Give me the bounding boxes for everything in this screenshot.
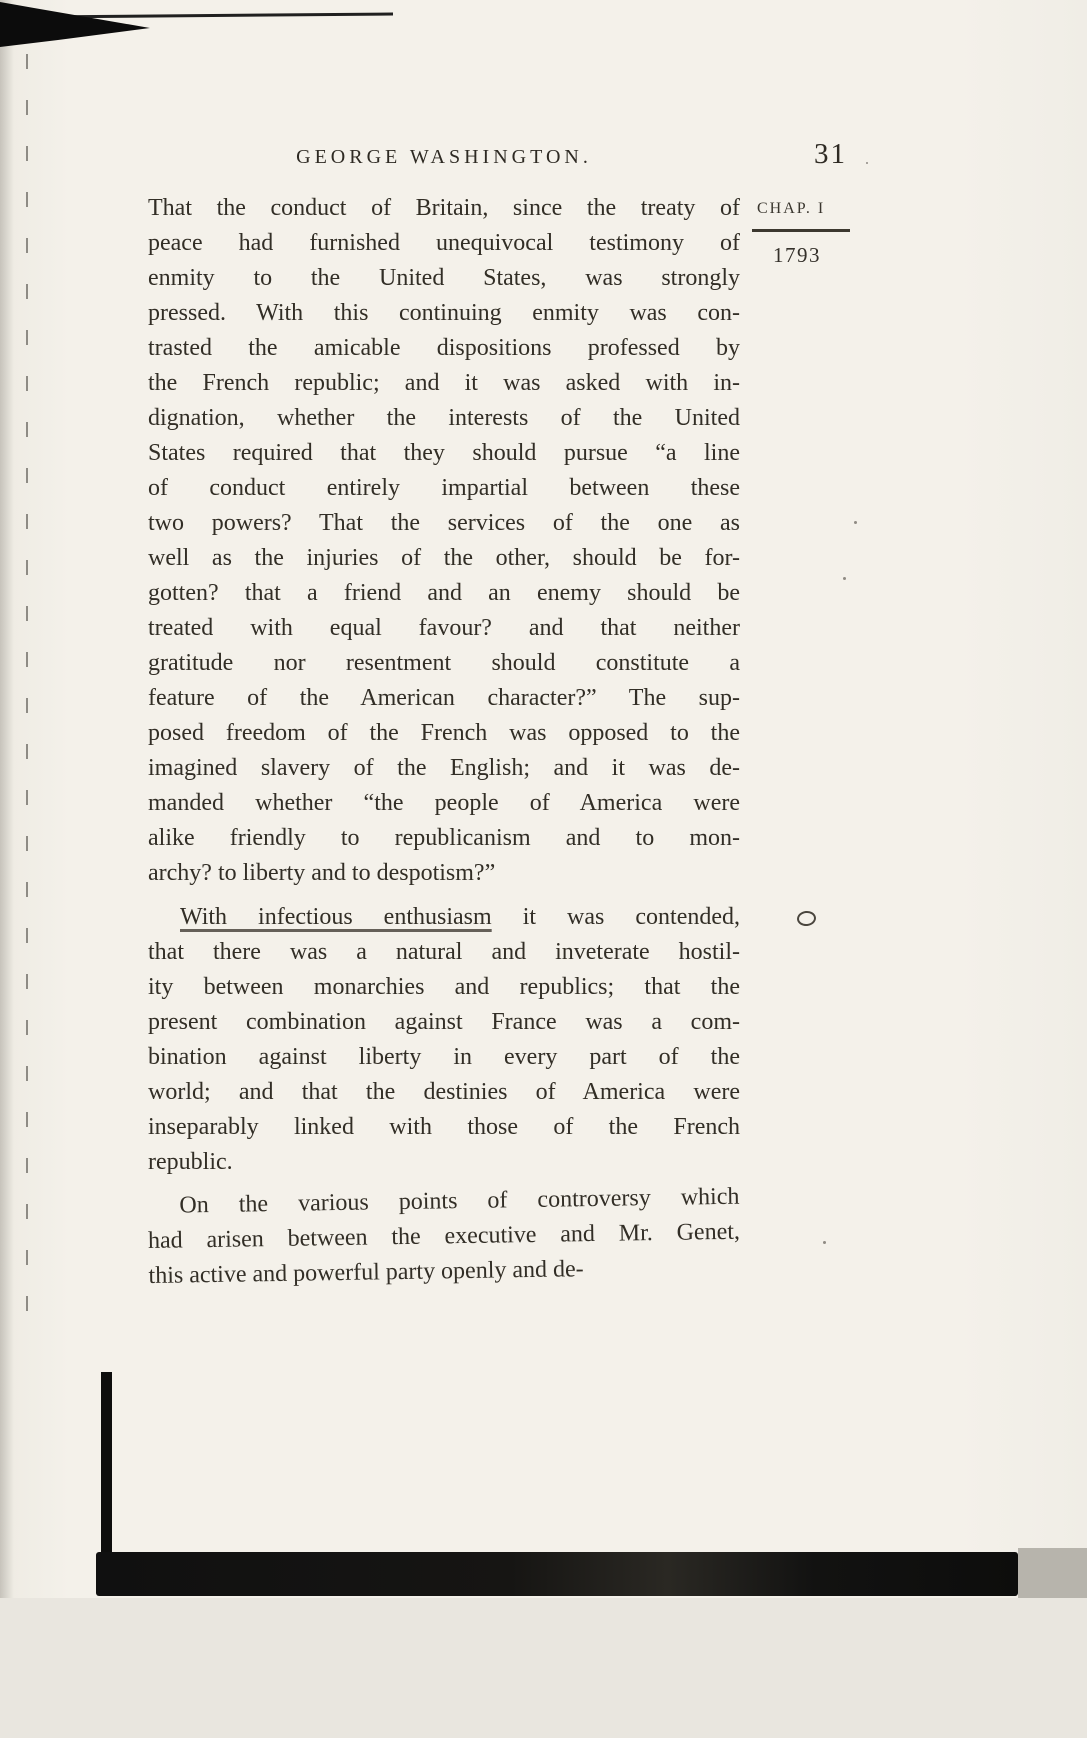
text-line: had arisen between the executive and Mr. Genet, (147, 1218, 741, 1254)
text-line: ity between monarchies and republics; that the (148, 974, 740, 1000)
text-line: inseparably linked with those of the French (148, 1114, 740, 1140)
text-column (148, 191, 740, 1294)
scan-speck (843, 577, 846, 580)
margin-circle-mark (796, 910, 816, 927)
text-line: that there was a natural and inveterate hostil- (148, 939, 740, 965)
text-line: alike friendly to republicanism and to mon- (148, 825, 740, 851)
text-line: pressed. With this continuing enmity was con- (148, 300, 740, 326)
scan-artifact-below-band (0, 1598, 1087, 1738)
text-line: gotten? that a friend and an enemy should be (148, 580, 740, 606)
chapter-rule (752, 229, 850, 232)
text-line: of conduct entirely impartial between these (148, 475, 740, 501)
text-line: bination against liberty in every part of the (148, 1044, 740, 1070)
underlined-phrase: With infectious enthusiasm (180, 904, 492, 930)
text-line: feature of the American character?” The sup- (148, 685, 740, 711)
paragraph-1 (148, 191, 740, 891)
text-line: On the various points of controversy which (179, 1183, 740, 1219)
scan-speck (854, 521, 857, 524)
text-line: gratitude nor resentment should constitute a (148, 650, 740, 676)
scan-artifact-top (0, 0, 420, 60)
scan-artifact-bottom-corner (1018, 1548, 1087, 1600)
text-line: With infectious enthusiasm it was contended, (180, 904, 741, 930)
text-line: archy? to liberty and to despotism?” (148, 860, 496, 886)
text-line: posed freedom of the French was opposed to the (148, 720, 740, 746)
text-line: peace had furnished unequivocal testimony of (148, 230, 740, 256)
text-line: world; and that the destinies of America were (148, 1079, 740, 1105)
text-line: manded whether “the people of America were (148, 790, 740, 816)
page-edge-shadow (0, 0, 14, 1738)
scan-artifact-bottom-streak (101, 1372, 112, 1556)
margin-chapter-label: CHAP. I (757, 200, 826, 217)
text-line: present combination against France was a com- (148, 1009, 740, 1035)
text-line: well as the injuries of the other, should be for- (148, 545, 740, 571)
paragraph-2 (148, 900, 740, 1180)
text-line: States required that they should pursue “a line (148, 440, 740, 466)
text-line: treated with equal favour? and that neither (148, 615, 740, 641)
text-line: That the conduct of Britain, since the treaty of (148, 195, 740, 221)
scan-artifact-bottom-band (96, 1552, 1018, 1596)
scan-speck (823, 1241, 826, 1244)
text-line: the French republic; and it was asked with in- (148, 370, 740, 396)
text-line: two powers? That the services of the one as (148, 510, 740, 536)
text-line: dignation, whether the interests of the United (148, 405, 740, 431)
text-line: imagined slavery of the English; and it was de- (148, 755, 740, 781)
margin-year-label: 1793 (773, 243, 821, 267)
paragraph-3 (147, 1180, 741, 1294)
text-line: this active and powerful party openly and de- (148, 1256, 584, 1289)
text-line: enmity to the United States, was strongly (148, 265, 740, 291)
scan-speck (866, 162, 868, 164)
scan-artifact-gutter-line (26, 54, 28, 1316)
text-line: trasted the amicable dispositions professed by (148, 335, 740, 361)
page-number: 31 (814, 138, 847, 170)
running-header: GEORGE WASHINGTON. (296, 146, 592, 168)
text-line: republic. (148, 1149, 233, 1175)
